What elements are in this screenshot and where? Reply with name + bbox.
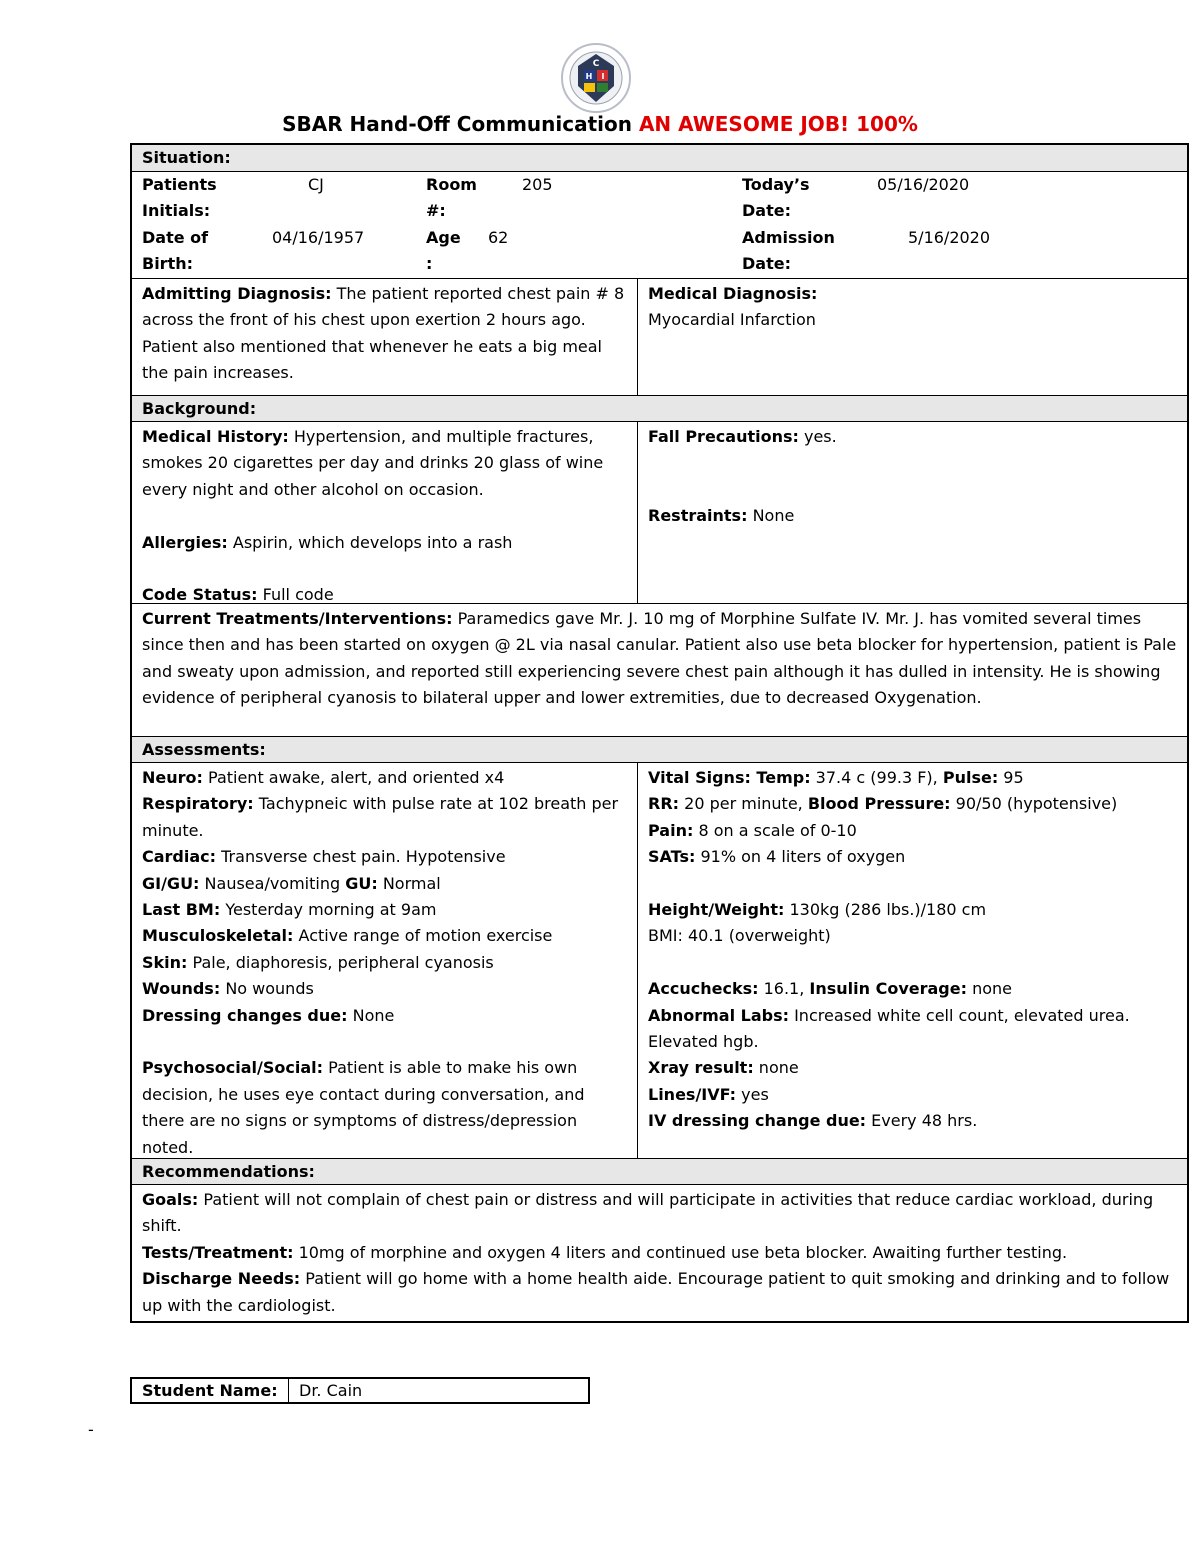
last-bm-label: Last BM: <box>142 900 221 920</box>
labs-text: Increased white cell count, elevated urea. Elevated hgb. <box>648 1005 1130 1052</box>
admission-date-label-2: Date: <box>742 254 791 273</box>
dob-value: 04/16/1957 <box>272 228 365 247</box>
musculoskeletal <box>142 923 627 949</box>
allergies-text: Aspirin, which develops into a rash <box>227 532 513 552</box>
age-label-1: Age <box>426 228 461 247</box>
svg-text:C: C <box>592 59 600 69</box>
admission-date-value: 5/16/2020 <box>908 228 991 247</box>
lines-ivf <box>648 1082 1177 1108</box>
xray-label: Xray result: <box>648 1058 754 1078</box>
svg-text:H: H <box>585 72 593 81</box>
background-row <box>132 421 1187 603</box>
patients-initials-label-1: Patients <box>142 175 217 194</box>
page-title <box>0 112 1200 136</box>
xray-text: none <box>753 1058 799 1078</box>
age-value: 62 <box>488 228 509 247</box>
accuchecks-label: Accuchecks: <box>648 979 759 999</box>
precautions-cell <box>638 422 1187 603</box>
medical-history-text: Hypertension, and multiple fractures, smokes 20 cigarettes per day and drinks 20 glass of wine every night and other alcohol on occasion. <box>142 427 604 499</box>
dressing-changes <box>142 1003 627 1029</box>
skin <box>142 950 627 976</box>
bp-label: Blood Pressure: <box>807 794 951 814</box>
sats-text: 91% on 4 liters of oxygen <box>695 847 906 867</box>
respiratory-text: Tachypneic with pulse rate at 102 breath per minute. <box>142 794 619 840</box>
admitting-diagnosis <box>132 279 638 395</box>
musculoskeletal-text: Active range of motion exercise <box>293 926 553 946</box>
footer-dash: - <box>88 1420 94 1439</box>
student-name-box <box>130 1377 590 1404</box>
discharge-label: Discharge Needs: <box>142 1269 301 1289</box>
psychosocial <box>142 1055 627 1161</box>
neuro <box>142 765 627 791</box>
musculoskeletal-label: Musculoskeletal: <box>142 926 294 946</box>
title-black: SBAR Hand-Off Communication <box>282 112 632 136</box>
dressing-text: None <box>347 1005 395 1025</box>
tests-text: 10mg of morphine and oxygen 4 liters and continued use beta blocker. Awaiting further testing. <box>293 1242 1068 1262</box>
restraints-text: None <box>747 506 795 526</box>
bmi: BMI: 40.1 (overweight) <box>648 926 831 946</box>
pain-label: Pain: <box>648 820 694 840</box>
medical-diagnosis-text: Myocardial Infarction <box>648 310 816 330</box>
vitals-label: Vital Signs: Temp: <box>648 768 811 787</box>
admission-date-label-1: Admission <box>742 228 835 247</box>
room-label-1: Room <box>426 175 477 194</box>
cardiac <box>142 844 627 870</box>
background-heading: Background: <box>132 395 1187 421</box>
situation-heading: Situation: <box>132 145 1187 171</box>
cardiac-label: Cardiac: <box>142 847 217 867</box>
medical-history <box>142 424 627 503</box>
code-status-text: Full code <box>257 585 334 605</box>
psychosocial-text: Patient is able to make his own decision, he uses eye contact during conversation, and there are no signs or symptoms of distress/depression noted. <box>142 1058 585 1157</box>
tests-label: Tests/Treatment: <box>142 1242 294 1262</box>
medical-history-label: Medical History: <box>142 427 289 446</box>
tests-treatment <box>142 1240 1177 1266</box>
student-name-label: Student Name: <box>132 1379 289 1402</box>
assessments-row <box>132 762 1187 1158</box>
psychosocial-label: Psychosocial/Social: <box>142 1058 324 1078</box>
restraints-label: Restraints: <box>648 506 748 526</box>
allergies-label: Allergies: <box>142 532 228 552</box>
height-weight <box>648 897 1177 923</box>
todays-date-value: 05/16/2020 <box>877 175 970 194</box>
pulse-text: 95 <box>998 768 1024 787</box>
sats-label: SATs: <box>648 847 696 867</box>
dressing-label: Dressing changes due: <box>142 1005 348 1025</box>
pain <box>648 818 1177 844</box>
sats <box>648 844 1177 870</box>
fall-precautions-text: yes. <box>798 427 837 446</box>
code-status-label: Code Status: <box>142 585 258 605</box>
admitting-diagnosis-text: The patient reported chest pain # 8 across the front of his chest upon exertion 2 hours ago. Patient also mentioned that whenever he eats a big meal the pain increases. <box>142 284 625 383</box>
lines-text: yes <box>736 1084 769 1104</box>
admitting-diagnosis-label: Admitting Diagnosis: <box>142 284 332 303</box>
goals-text: Patient will not complain of chest pain or distress and will participate in activities that reduce cardiac workload, during shift. <box>142 1190 1154 1236</box>
discharge-needs <box>142 1266 1177 1319</box>
gigu-label: GI/GU: <box>142 873 200 893</box>
restraints <box>648 503 1177 529</box>
dob-label-1: Date of <box>142 228 209 247</box>
allergies <box>142 530 627 556</box>
last-bm <box>142 897 627 923</box>
wounds-label: Wounds: <box>142 979 221 999</box>
temp-text: 37.4 c (99.3 F), <box>810 768 943 787</box>
height-weight-text: 130kg (286 lbs.)/180 cm <box>784 900 987 920</box>
recommendations-heading: Recommendations: <box>132 1158 1187 1184</box>
medical-diagnosis-label: Medical Diagnosis: <box>648 284 818 303</box>
room-label-2: #: <box>426 201 446 220</box>
accuchecks <box>648 976 1177 1002</box>
iv-dressing <box>648 1108 1177 1134</box>
iv-label: IV dressing change due: <box>648 1111 867 1131</box>
student-name-value: Dr. Cain <box>299 1381 363 1400</box>
vitals-cell <box>638 763 1187 1158</box>
current-treatments <box>132 603 1187 736</box>
goals <box>142 1187 1177 1240</box>
insulin-label: Insulin Coverage: <box>809 979 967 999</box>
situation-demographics <box>132 171 1187 278</box>
fall-precautions-label: Fall Precautions: <box>648 427 799 446</box>
abnormal-labs <box>648 1003 1177 1056</box>
xray-result <box>648 1055 1177 1081</box>
gigu-text: Nausea/vomiting <box>199 873 346 893</box>
grade-comment: AN AWESOME JOB! 100% <box>638 112 918 136</box>
todays-date-label-2: Date: <box>742 201 791 220</box>
age-label-2: : <box>426 254 433 273</box>
discharge-text: Patient will go home with a home health aide. Encourage patient to quit smoking and drinking and to follow up with the cardiologist. <box>142 1269 1170 1315</box>
medical-diagnosis <box>638 279 1187 395</box>
pain-text: 8 on a scale of 0-10 <box>693 820 857 840</box>
rr-label: RR: <box>648 794 680 814</box>
todays-date-label-1: Today’s <box>742 175 810 194</box>
skin-text: Pale, diaphoresis, peripheral cyanosis <box>187 952 494 972</box>
patients-initials-label-2: Initials: <box>142 201 211 220</box>
bp-text: 90/50 (hypotensive) <box>950 794 1118 814</box>
height-weight-label: Height/Weight: <box>648 900 785 920</box>
skin-label: Skin: <box>142 952 188 972</box>
labs-label: Abnormal Labs: <box>648 1005 789 1025</box>
patients-initials-value: CJ <box>308 175 324 194</box>
history-cell <box>132 422 638 603</box>
insulin-text: none <box>967 979 1012 999</box>
goals-label: Goals: <box>142 1190 199 1209</box>
room-value: 205 <box>522 175 553 194</box>
diagnosis-row <box>132 278 1187 395</box>
recommendations-cell <box>132 1184 1187 1321</box>
rr-bp <box>648 791 1177 817</box>
lines-label: Lines/IVF: <box>648 1084 737 1104</box>
dob-label-2: Birth: <box>142 254 194 273</box>
last-bm-text: Yesterday morning at 9am <box>220 900 437 920</box>
school-logo <box>560 42 632 114</box>
code-status <box>142 582 627 608</box>
gu-label: GU: <box>345 873 378 893</box>
respiratory <box>142 791 627 844</box>
neuro-text: Patient awake, alert, and oriented x4 <box>202 768 505 787</box>
treatments-text: Paramedics gave Mr. J. 10 mg of Morphine Sulfate IV. Mr. J. has vomited several times since then and has been started on oxygen @ 2L via nasal canular. Patient also use beta blocker for hypertension, patient is Pale and sweaty upon admission, and reported still experiencing severe chest pain although it has dulled in intensity. He is showing evidence of peripheral cyanosis to bilateral upper and lower extremities, due to decreased Oxygenation. <box>142 609 1177 708</box>
sbar-form <box>130 143 1189 1323</box>
respiratory-label: Respiratory: <box>142 794 254 814</box>
gi-gu <box>142 871 627 897</box>
accuchecks-text: 16.1, <box>758 979 810 999</box>
pulse-label: Pulse: <box>942 768 999 787</box>
rr-text: 20 per minute, <box>679 794 808 814</box>
assessments-heading: Assessments: <box>132 736 1187 762</box>
vital-signs <box>648 765 1177 791</box>
body-systems-cell <box>132 763 638 1158</box>
iv-text: Every 48 hrs. <box>866 1111 978 1131</box>
gu-text: Normal <box>377 873 441 893</box>
svg-text:I: I <box>601 72 605 81</box>
cardiac-text: Transverse chest pain. Hypotensive <box>216 847 506 867</box>
wounds <box>142 976 627 1002</box>
wounds-text: No wounds <box>220 979 314 999</box>
neuro-label: Neuro: <box>142 768 203 787</box>
treatments-label: Current Treatments/Interventions: <box>142 609 453 628</box>
fall-precautions <box>648 424 1177 450</box>
